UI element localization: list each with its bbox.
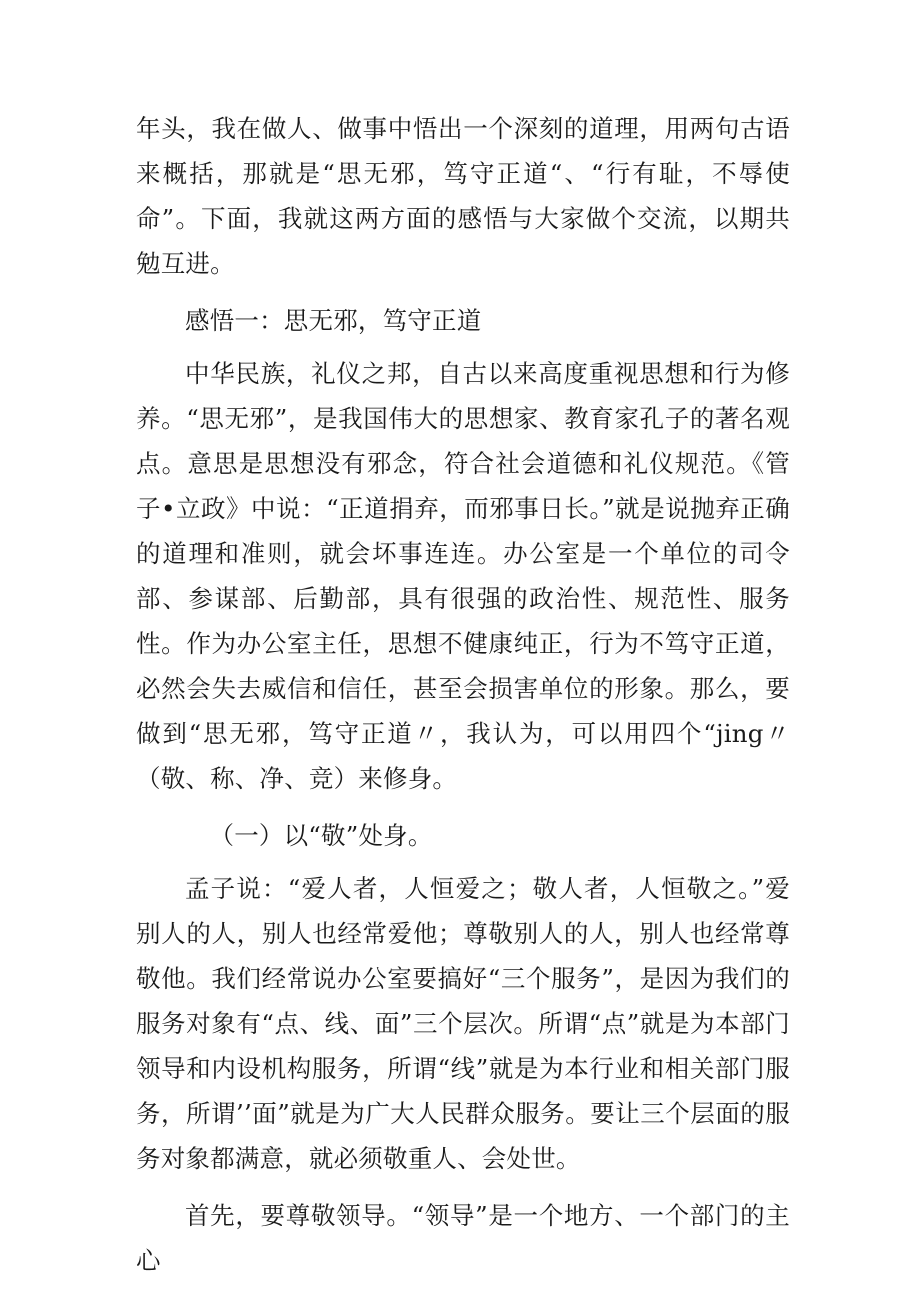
paragraph-body: 首先，要尊敬领导。“领导”是一个地方、一个部门的主心 [136,1201,790,1275]
paragraph-body: 孟子说：“爱人者，人恒爱之；敬人者，人恒敬之。”爱别人的人，别人也经常爱他；尊敬别人的人，别人也经常尊敬他。我们经常说办公室要搞好“三个服务”，是因为我们的服务对象有“点、线、面”三个层次。所谓“点”就是为本部门领导和内设机构服务，所谓“线”就是为本行业和相关部门服务，所谓’’面”就是为广大人民群众服务。要让三个层面的服务对象都满意，就必须敬重人、会处世。 [136,874,790,1173]
paragraph-body: 中华民族，礼仪之邦，自古以来高度重视思想和行为修养。“思无邪”，是我国伟大的思想家、教育家孔子的著名观点。意思是思想没有邪念，符合社会道德和礼仪规范。《管子•立政》中说：“正道捐弃，而邪事日长。”就是说抛弃正确的道理和准则，就会坏事连连。办公室是一个单位的司令部、参谋部、后勤部，具有很强的政治性、规范性、服务性。作为办公室主任，思想不健康纯正，行为不笃守正道，必然会失去威信和信任，甚至会损害单位的形象。那么，要做到“思无邪，笃守正道〃，我认为，可以用四个“jing〃（敬、称、净、竞）来修身。 [136,359,790,793]
paragraph-intro-continuation: 年头，我在做人、做事中悟出一个深刻的道理，用两句古语来概括，那就是“思无邪，笃守正道“、“行有耻，不辱使命”。下面，我就这两方面的感悟与大家做个交流，以期共勉互进。 [136,114,790,278]
document-body [136,106,790,1283]
subsection-heading-respect: （一）以“敬”处身。 [209,821,433,850]
section-heading-insight-one: 感悟一：思无邪，笃守正道 [185,306,482,335]
